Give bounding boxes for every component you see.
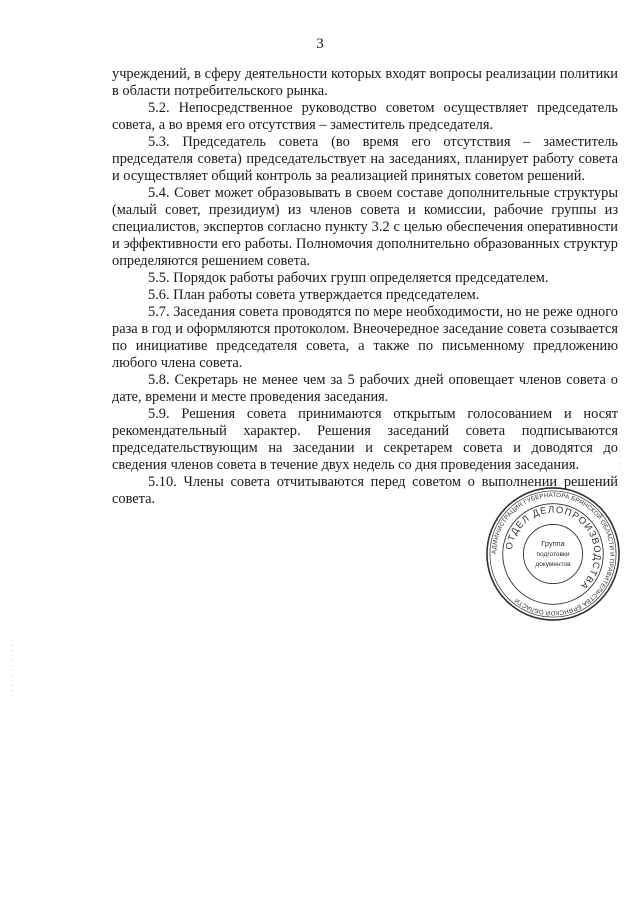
svg-text:документов: документов: [535, 560, 571, 568]
paragraph: 5.8. Секретарь не менее чем за 5 рабочих дней оповещает членов совета о дате, времени и месте проведения заседания.: [112, 372, 618, 405]
official-seal: [484, 485, 622, 623]
paragraph: учреждений, в сферу деятельности которых входят вопросы реализации политики в области потребительского рынка.: [112, 66, 618, 99]
paragraph: 5.4. Совет может образовывать в своем составе дополнительные структуры (малый совет, президиум) из членов совета и комиссии, рабочие группы из специалистов, экспертов согласно пункту 3.2 с целью обеспечения оперативности и эффективности его работы. Полномочия дополнительно образованных структур определяются решением совета.: [112, 185, 618, 269]
paragraph: 5.2. Непосредственное руководство советом осуществляет председатель совета, а во время его отсутствия – заместитель председателя.: [112, 100, 618, 133]
page-number: 3: [316, 36, 324, 52]
document-body: [112, 66, 618, 508]
svg-text:подготовки: подготовки: [536, 550, 570, 558]
paragraph: 5.6. План работы совета утверждается председателем.: [148, 287, 480, 303]
paragraph: 5.7. Заседания совета проводятся по мере необходимости, но не реже одного раза в год и оформляются протоколом. Внеочередное заседание совета созывается по инициативе председателя совета, а также по письменному предложению любого члена совета.: [112, 304, 618, 371]
paragraph: 5.10. Члены совета отчитываются перед советом о выполнении решений совета.: [112, 474, 618, 507]
svg-text:Группа: Группа: [541, 539, 565, 549]
paragraph: 5.3. Председатель совета (во время его отсутствия – заместитель председателя совета) председательствует на заседаниях, планирует работу совета и осуществляет общий контроль за реализацией принятых советом решений.: [112, 134, 618, 184]
seal-graphic: [484, 485, 622, 623]
paragraph: 5.5. Порядок работы рабочих групп определяется председателем.: [148, 270, 549, 286]
paragraph: 5.9. Решения совета принимаются открытым голосованием и носят рекомендательный характер. Решения заседаний совета подписываются председательствующим на заседании и секретарем совета и доводятся до сведения членов совета в течение двух недель со дня проведения заседания.: [112, 406, 618, 473]
svg-text:АДМИНИСТРАЦИЯ ГУБЕРНАТОРА БРЯН: АДМИНИСТРАЦИЯ ГУБЕРНАТОРА БРЯНСКОЙ ОБЛАСТИ И ПРАВИТЕЛЬСТВА БРЯНСКОЙ ОБЛАСТИ: [490, 491, 616, 617]
svg-text:ОТДЕЛ ДЕЛОПРОИЗВОДСТВА: ОТДЕЛ ДЕЛОПРОИЗВОДСТВА: [503, 504, 603, 592]
